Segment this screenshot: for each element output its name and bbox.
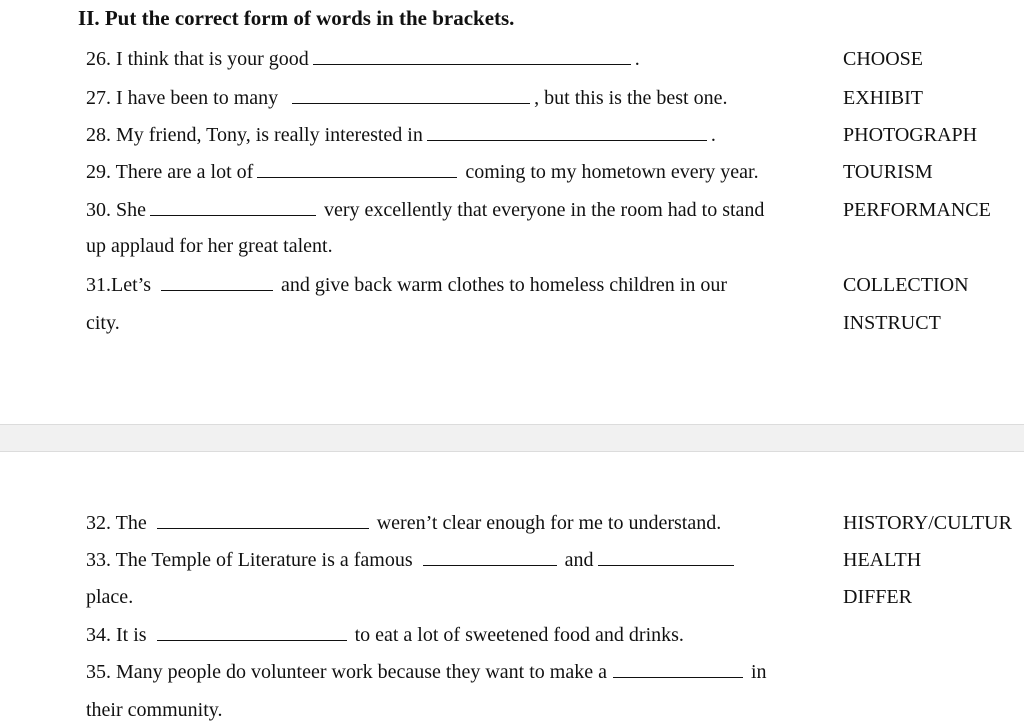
question-26 bbox=[86, 46, 640, 72]
section-heading: II. Put the correct form of words in the brackets. bbox=[78, 6, 515, 30]
word-collection: COLLECTION bbox=[843, 274, 969, 296]
word-differ: DIFFER bbox=[843, 586, 912, 608]
question-28 bbox=[86, 122, 716, 148]
question-29-text: 29. There are a lot of bbox=[86, 161, 254, 183]
word-exhibit: EXHIBIT bbox=[843, 87, 923, 109]
answer-blank-35[interactable] bbox=[613, 660, 743, 678]
word-instruct: INSTRUCT bbox=[843, 312, 941, 334]
question-28-end: . bbox=[710, 124, 716, 146]
answer-blank-32[interactable] bbox=[157, 511, 369, 529]
word-performance: PERFORMANCE bbox=[843, 199, 991, 221]
question-35-text: 35. Many people do volunteer work because they want to make a bbox=[86, 661, 607, 683]
question-31-continued: city. bbox=[86, 312, 120, 334]
question-32-end: weren’t clear enough for me to understand. bbox=[376, 512, 722, 534]
word-health: HEALTH bbox=[843, 549, 922, 571]
question-31-text: 31.Let’s bbox=[86, 274, 151, 296]
answer-blank-28[interactable] bbox=[427, 123, 707, 141]
question-27 bbox=[86, 85, 728, 111]
question-33-text: 33. The Temple of Literature is a famous bbox=[86, 549, 413, 571]
question-34-end: to eat a lot of sweetened food and drinks. bbox=[354, 624, 684, 646]
word-photograph: PHOTOGRAPH bbox=[843, 124, 978, 146]
answer-blank-33a[interactable] bbox=[423, 548, 557, 566]
question-29-end: coming to my hometown every year. bbox=[465, 161, 759, 183]
word-choose: CHOOSE bbox=[843, 48, 924, 70]
question-30-end: very excellently that everyone in the room had to stand bbox=[324, 199, 765, 221]
question-30-text: 30. She bbox=[86, 199, 146, 221]
question-33 bbox=[86, 547, 738, 573]
answer-blank-31[interactable] bbox=[161, 273, 273, 291]
question-28-text: 28. My friend, Tony, is really interested in bbox=[86, 124, 423, 146]
worksheet-page-bottom bbox=[0, 452, 1024, 726]
question-29 bbox=[86, 159, 759, 185]
answer-blank-30[interactable] bbox=[150, 198, 316, 216]
answer-blank-26[interactable] bbox=[313, 47, 631, 65]
question-35 bbox=[86, 659, 767, 685]
question-34 bbox=[86, 622, 684, 648]
question-31-end: and give back warm clothes to homeless children in our bbox=[281, 274, 727, 296]
question-33-continued: place. bbox=[86, 586, 134, 608]
question-35-end: in bbox=[750, 661, 767, 683]
question-26-end: . bbox=[634, 48, 640, 70]
answer-blank-27[interactable] bbox=[292, 86, 530, 104]
question-32-text: 32. The bbox=[86, 512, 147, 534]
question-27-text: 27. I have been to many bbox=[86, 87, 279, 109]
question-33-middle: and bbox=[564, 549, 594, 571]
word-history-culture: HISTORY/CULTUR bbox=[843, 512, 1012, 534]
page-break-gap bbox=[0, 424, 1024, 452]
answer-blank-29[interactable] bbox=[257, 160, 457, 178]
question-27-end: , but this is the best one. bbox=[534, 87, 728, 109]
question-34-text: 34. It is bbox=[86, 624, 147, 646]
question-31 bbox=[86, 272, 727, 298]
answer-blank-34[interactable] bbox=[157, 623, 347, 641]
word-tourism: TOURISM bbox=[843, 161, 933, 183]
question-30-continued: up applaud for her great talent. bbox=[86, 235, 333, 257]
question-30 bbox=[86, 197, 764, 223]
answer-blank-33b[interactable] bbox=[598, 548, 734, 566]
question-26-text: 26. I think that is your good bbox=[86, 48, 309, 70]
question-35-continued: their community. bbox=[86, 699, 223, 721]
question-32 bbox=[86, 510, 721, 536]
